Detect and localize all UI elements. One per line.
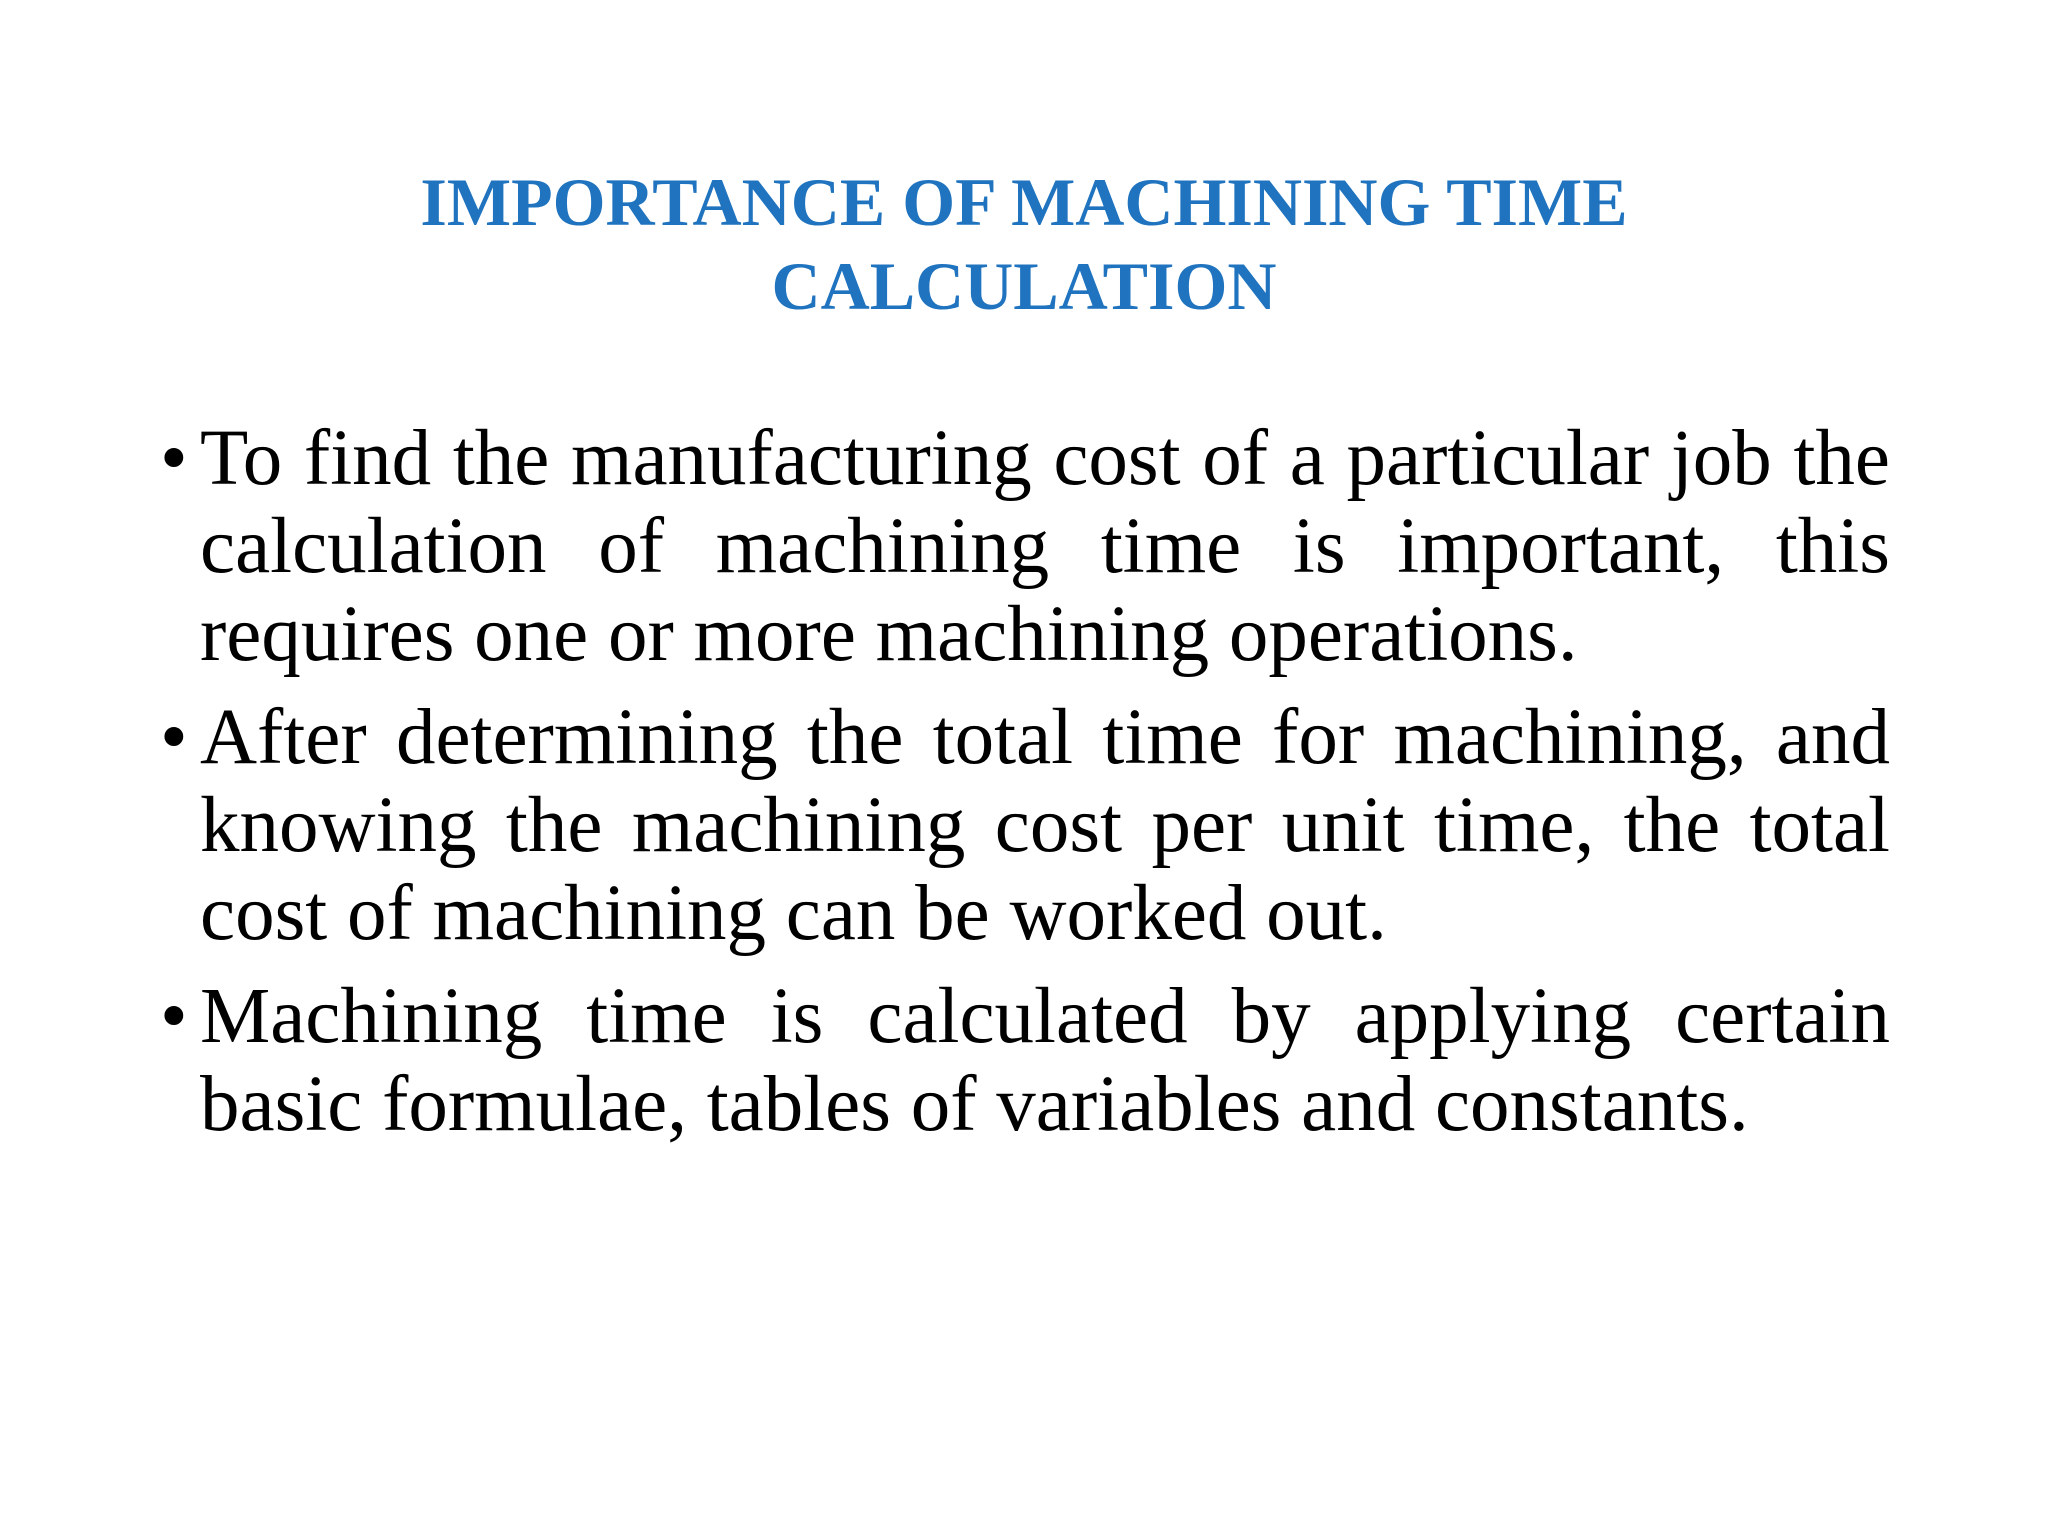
slide-title [0,160,2048,328]
bullet-icon: • [160,694,188,781]
bullet-item [160,973,1890,1149]
slide-title-line2: CALCULATION [771,248,1277,324]
bullet-item [160,694,1890,958]
bullet-icon: • [160,973,188,1060]
bullet-text: After determining the total time for machining, and knowing the machining cost per unit time, the total cost of machining can be worked out. [200,694,1890,957]
bullet-list [160,415,1890,1164]
bullet-text: Machining time is calculated by applying certain basic formulae, tables of variables and constants. [200,973,1890,1148]
bullet-icon: • [160,415,188,502]
bullet-text: To find the manufacturing cost of a particular job the calculation of machining time is important, this requires one or more machining operations. [200,415,1890,678]
slide-title-line1: IMPORTANCE OF MACHINING TIME [420,164,1628,240]
bullet-item [160,415,1890,679]
